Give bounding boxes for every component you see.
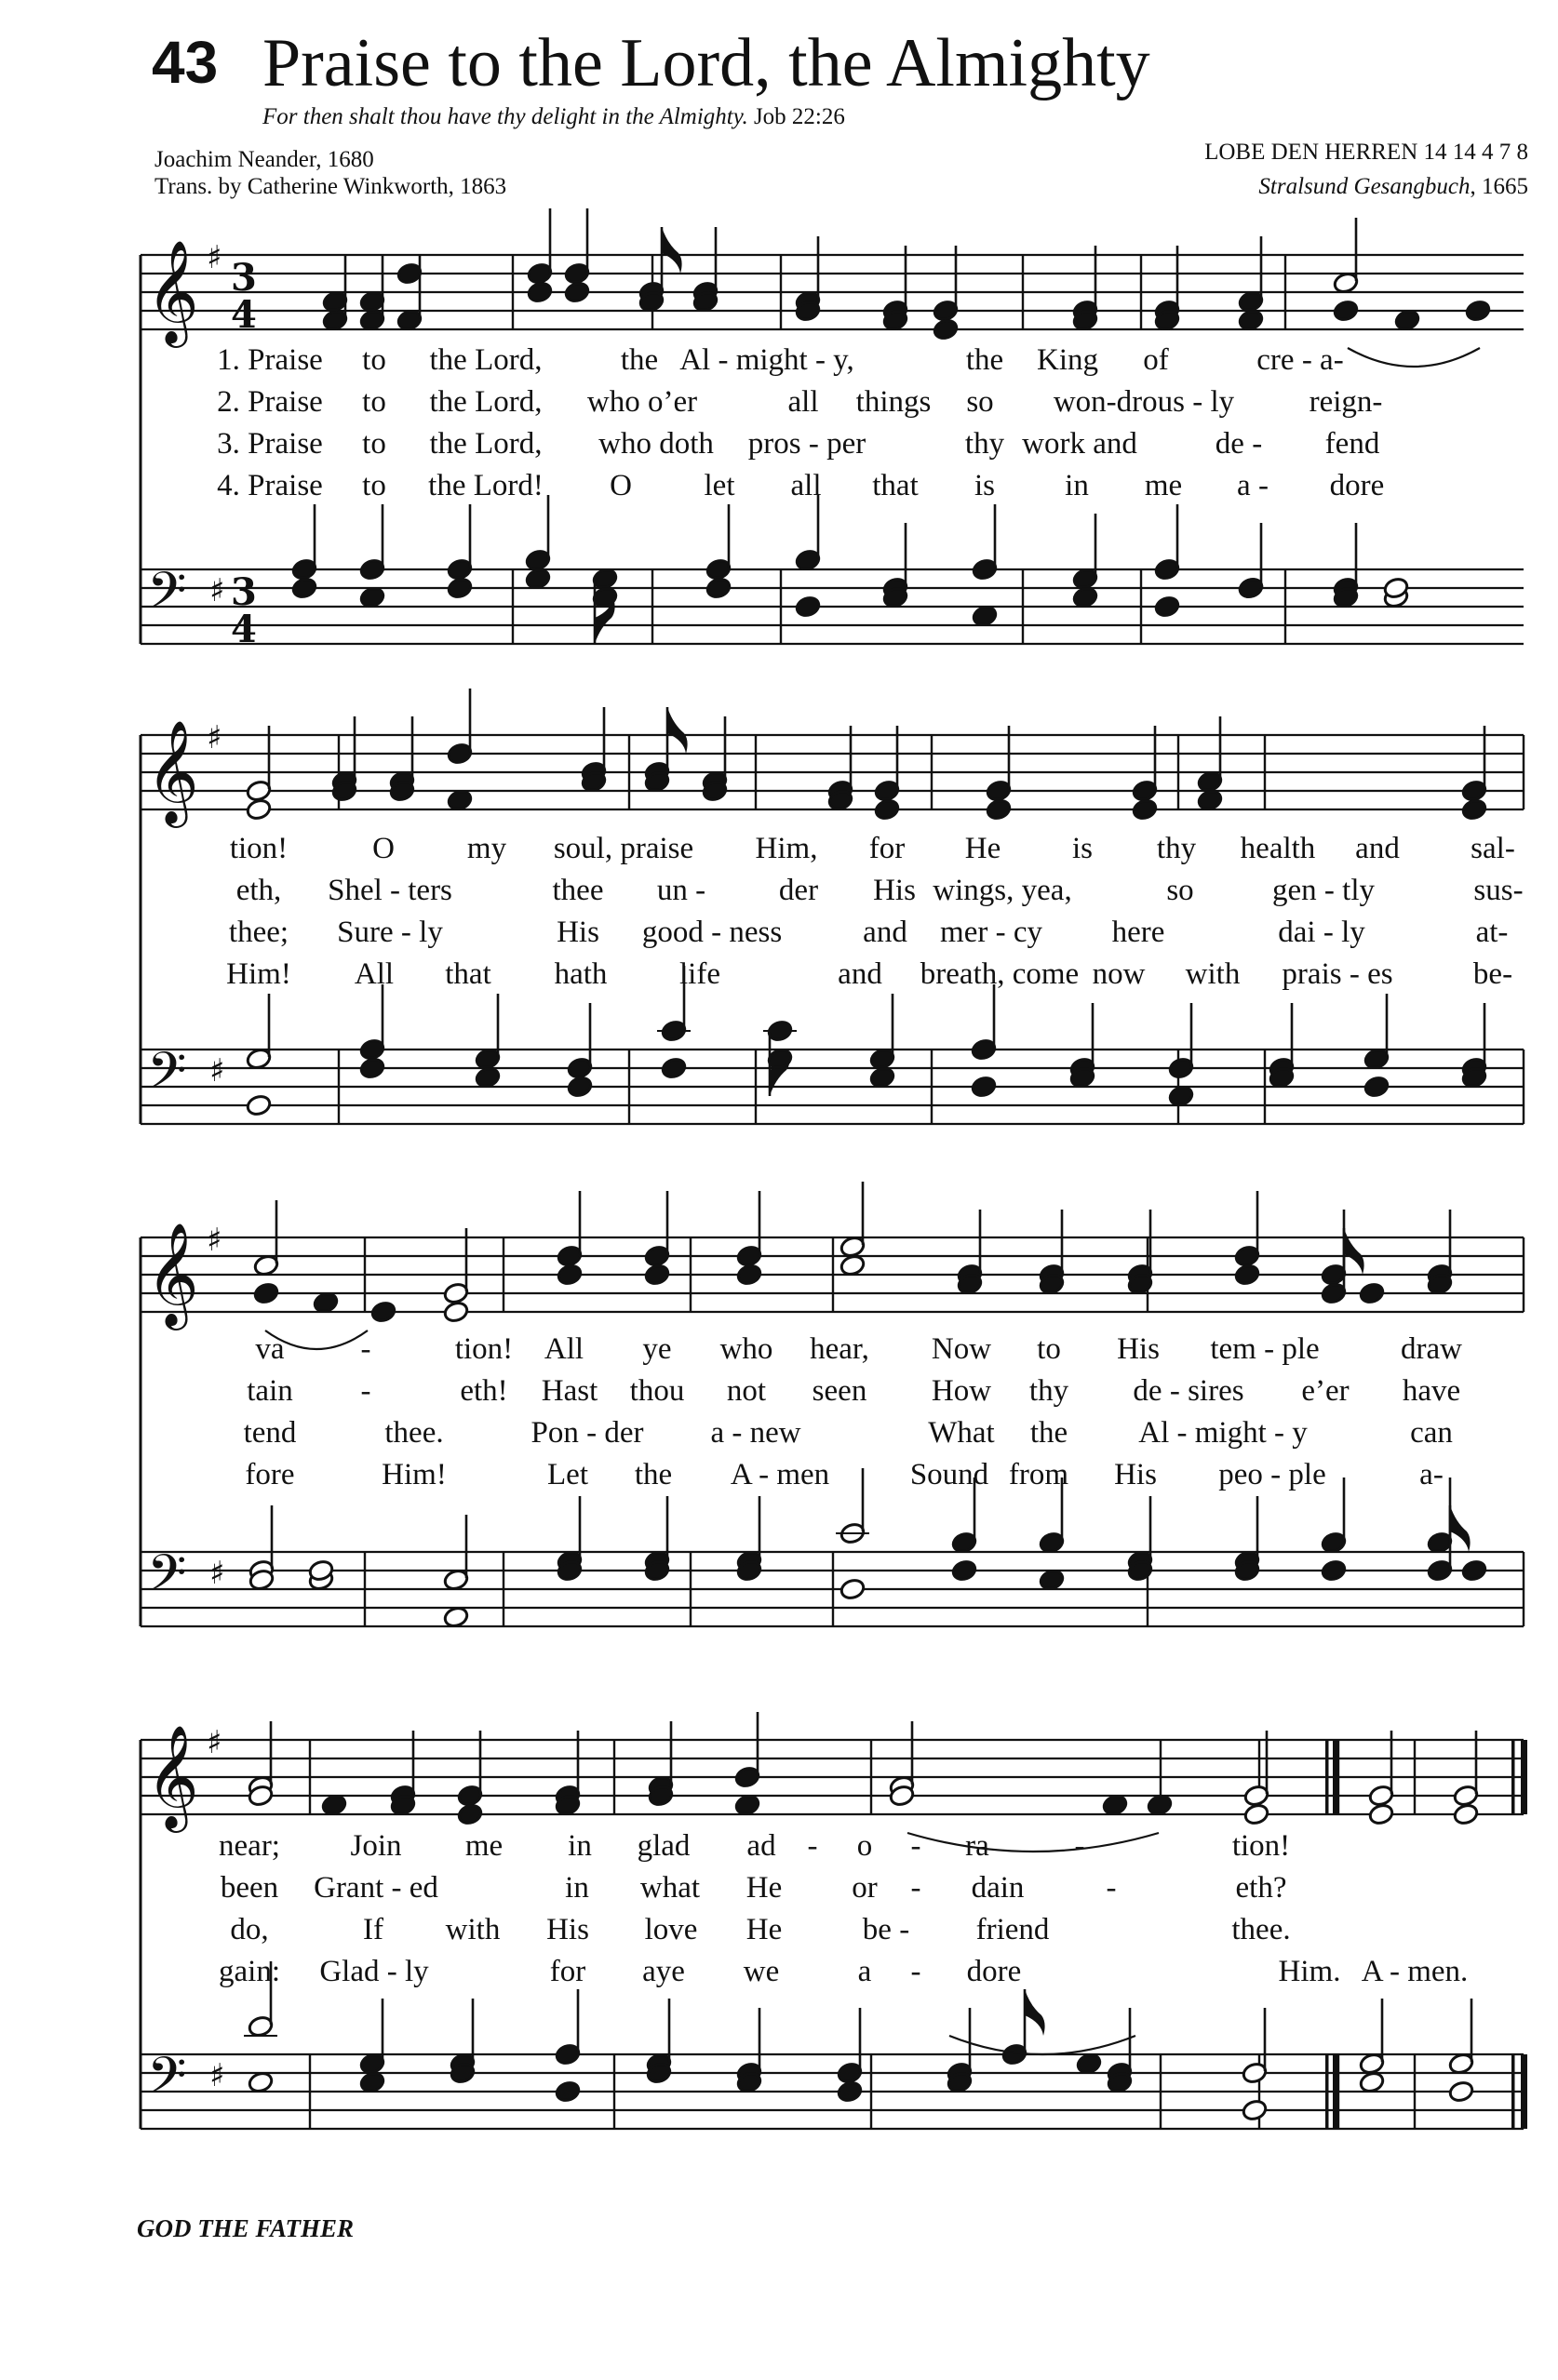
lyric-syllable: who bbox=[719, 1332, 773, 1366]
lyric-syllable: thee; bbox=[228, 916, 289, 949]
lyric-syllable: O bbox=[610, 469, 632, 502]
lyric-syllable: seen bbox=[812, 1374, 867, 1408]
notehead bbox=[1363, 1075, 1390, 1098]
lyric-syllable: been bbox=[220, 1871, 279, 1905]
lyric-syllable: life bbox=[679, 957, 720, 991]
lyric-syllable: do, bbox=[230, 1913, 269, 1946]
lyric-syllable: that bbox=[872, 469, 919, 502]
notehead bbox=[971, 1075, 998, 1098]
lyric-line bbox=[0, 872, 1558, 909]
lyric-syllable: a - new bbox=[710, 1416, 801, 1450]
time-signature: 4 bbox=[231, 293, 257, 337]
notehead bbox=[555, 2079, 582, 2103]
lyric-syllable: cre - a- bbox=[1256, 343, 1344, 377]
double-barline bbox=[1333, 1740, 1339, 1814]
lyric-syllable: peo - ple bbox=[1218, 1458, 1326, 1491]
lyric-syllable: good - ness bbox=[641, 916, 783, 949]
lyric-syllable: all bbox=[790, 469, 822, 502]
lyric-syllable: is bbox=[974, 469, 996, 502]
lyric-syllable: the bbox=[1029, 1416, 1068, 1450]
lyric-syllable: me bbox=[464, 1829, 504, 1863]
lyric-syllable: thy bbox=[1028, 1374, 1069, 1408]
notehead bbox=[359, 1056, 386, 1079]
lyric-syllable: that bbox=[445, 957, 491, 991]
lyric-syllable: tion! bbox=[454, 1332, 514, 1366]
lyric-syllable: and bbox=[838, 957, 882, 991]
notehead bbox=[1154, 595, 1181, 618]
notehead bbox=[557, 1263, 584, 1286]
lyric-syllable: the Lord! bbox=[428, 469, 544, 502]
note-flag bbox=[1450, 1505, 1471, 1552]
notehead bbox=[933, 317, 960, 341]
notehead bbox=[972, 604, 999, 627]
notehead bbox=[1321, 1558, 1348, 1582]
notehead bbox=[1132, 797, 1159, 821]
lyric-syllable: the Lord, bbox=[429, 343, 543, 377]
note-flag bbox=[1025, 1989, 1045, 2036]
lyric-syllable: the Lord, bbox=[429, 427, 543, 461]
bass-clef: 𝄢 bbox=[147, 1041, 187, 1113]
lyric-syllable: a- bbox=[1419, 1458, 1444, 1491]
lyric-syllable: let bbox=[704, 469, 735, 502]
notehead bbox=[567, 1075, 594, 1098]
lyric-syllable: aye bbox=[642, 1955, 685, 1988]
lyric-syllable: If bbox=[363, 1913, 383, 1946]
lyric-syllable: wings, yea, bbox=[933, 874, 1072, 907]
sharp-sign: ♯ bbox=[209, 1555, 225, 1592]
double-barline bbox=[1325, 1740, 1329, 1814]
notehead bbox=[1465, 299, 1492, 322]
lyric-syllable: so bbox=[966, 385, 994, 419]
lyric-line bbox=[0, 467, 1558, 504]
lyric-line bbox=[0, 425, 1558, 462]
lyric-syllable: the Lord, bbox=[429, 385, 543, 419]
lyric-syllable: things bbox=[855, 385, 932, 419]
lyric-syllable: O bbox=[372, 832, 395, 865]
notehead bbox=[447, 788, 474, 811]
lyric-syllable: with bbox=[445, 1913, 501, 1946]
lyric-syllable: for bbox=[868, 832, 906, 865]
lyric-syllable: 2. Praise bbox=[217, 385, 323, 419]
lyric-syllable: thy bbox=[1156, 832, 1197, 865]
lyric-syllable: eth? bbox=[1235, 1871, 1287, 1905]
notehead bbox=[1394, 308, 1421, 331]
notehead bbox=[475, 1065, 502, 1089]
lyric-syllable: 1. Praise bbox=[217, 343, 323, 377]
notehead bbox=[1147, 1793, 1174, 1816]
notehead bbox=[986, 797, 1013, 821]
notehead bbox=[447, 576, 474, 599]
lyric-syllable: the bbox=[620, 343, 659, 377]
lyric-syllable: health bbox=[1240, 832, 1316, 865]
notehead bbox=[443, 1605, 470, 1628]
treble-clef: 𝄞 bbox=[146, 1222, 199, 1326]
lyric-syllable: Let bbox=[547, 1458, 588, 1491]
lyric-syllable: what bbox=[639, 1871, 701, 1905]
notehead bbox=[1359, 2070, 1386, 2093]
lyric-syllable: o bbox=[856, 1829, 873, 1863]
lyric-syllable: reign- bbox=[1309, 385, 1383, 419]
section-footer: GOD THE FATHER bbox=[137, 2214, 355, 2242]
lyric-syllable: - bbox=[360, 1374, 371, 1408]
lyric-syllable: dore bbox=[966, 1955, 1022, 1988]
lyric-syllable: tend bbox=[243, 1416, 297, 1450]
lyric-syllable: Al - might - y, bbox=[679, 343, 854, 377]
notehead bbox=[839, 1577, 866, 1600]
lyric-syllable: or bbox=[852, 1871, 878, 1905]
lyric-syllable: friend bbox=[975, 1913, 1050, 1946]
epigraph-reference: Job 22:26 bbox=[753, 104, 845, 129]
sharp-sign: ♯ bbox=[209, 572, 225, 609]
author-credit: Joachim Neander, 1680 bbox=[154, 147, 374, 172]
lyric-syllable: here bbox=[1111, 916, 1165, 949]
lyric-syllable: Grant - ed bbox=[314, 1871, 438, 1905]
lyric-line bbox=[0, 1372, 1558, 1410]
lyric-syllable: won-drous - ly bbox=[1053, 385, 1235, 419]
lyric-syllable: Pon - der bbox=[531, 1416, 644, 1450]
lyric-syllable: gain: bbox=[219, 1955, 280, 1988]
notehead bbox=[1168, 1084, 1195, 1107]
lyric-syllable: is bbox=[1071, 832, 1094, 865]
notehead bbox=[736, 1263, 763, 1286]
lyric-syllable: to bbox=[1037, 1332, 1061, 1366]
lyric-syllable: mer - cy bbox=[940, 916, 1042, 949]
notehead bbox=[644, 1263, 671, 1286]
lyric-syllable: dain bbox=[971, 1871, 1025, 1905]
notehead bbox=[1242, 2098, 1269, 2121]
notehead bbox=[1072, 585, 1099, 608]
lyric-syllable: fore bbox=[245, 1458, 295, 1491]
lyric-syllable: - bbox=[807, 1829, 818, 1863]
lyric-syllable: to bbox=[362, 469, 386, 502]
lyric-syllable: de - sires bbox=[1133, 1374, 1244, 1408]
notehead bbox=[1238, 308, 1265, 331]
time-signature: 3 bbox=[231, 256, 257, 300]
lyric-syllable: His bbox=[1117, 1332, 1160, 1366]
double-barline bbox=[1325, 2054, 1329, 2129]
notehead bbox=[527, 280, 554, 303]
notehead bbox=[795, 595, 822, 618]
lyric-syllable: we bbox=[743, 1955, 780, 1988]
lyric-syllable: va bbox=[255, 1332, 285, 1366]
notehead bbox=[1453, 1802, 1480, 1825]
time-signature: 3 bbox=[231, 570, 257, 614]
lyric-syllable: hath bbox=[554, 957, 608, 991]
lyric-syllable: Al - might - y bbox=[1138, 1416, 1308, 1450]
lyric-syllable: draw bbox=[1401, 1332, 1462, 1366]
lyric-syllable: have bbox=[1402, 1374, 1461, 1408]
sharp-sign: ♯ bbox=[209, 1052, 225, 1090]
lyric-line bbox=[0, 956, 1558, 993]
lyric-syllable: e’er bbox=[1301, 1374, 1350, 1408]
lyric-syllable: eth! bbox=[460, 1374, 508, 1408]
notehead bbox=[1243, 1802, 1270, 1825]
lyric-syllable: to bbox=[362, 427, 386, 461]
lyric-line bbox=[0, 1330, 1558, 1368]
notehead bbox=[291, 576, 318, 599]
treble-clef: 𝄞 bbox=[146, 239, 199, 343]
double-barline bbox=[1333, 2054, 1339, 2129]
notehead bbox=[1197, 788, 1224, 811]
lyric-syllable: All bbox=[354, 957, 395, 991]
lyric-line bbox=[0, 1414, 1558, 1451]
lyric-syllable: thee bbox=[552, 874, 604, 907]
lyric-line bbox=[0, 1456, 1558, 1493]
notehead bbox=[1234, 1263, 1261, 1286]
lyric-syllable: breath, come bbox=[920, 957, 1080, 991]
lyric-syllable: His bbox=[1114, 1458, 1157, 1491]
lyric-syllable: gen - tly bbox=[1272, 874, 1375, 907]
lyric-syllable: and bbox=[1355, 832, 1400, 865]
lyric-syllable: now bbox=[1092, 957, 1146, 991]
lyric-syllable: - bbox=[910, 1955, 921, 1988]
lyric-line bbox=[0, 914, 1558, 951]
lyric-syllable: Him. bbox=[1278, 1955, 1341, 1988]
notehead bbox=[246, 797, 273, 821]
lyric-line bbox=[0, 1953, 1558, 1990]
lyric-syllable: prais - es bbox=[1282, 957, 1393, 991]
notehead bbox=[837, 2079, 864, 2103]
lyric-syllable: sal- bbox=[1471, 832, 1515, 865]
lyric-syllable: to bbox=[362, 385, 386, 419]
lyric-syllable: who doth bbox=[598, 427, 714, 461]
sharp-sign: ♯ bbox=[209, 2057, 225, 2094]
lyric-syllable: de - bbox=[1215, 427, 1263, 461]
lyric-line bbox=[0, 1827, 1558, 1865]
lyric-syllable: Glad - ly bbox=[319, 1955, 429, 1988]
lyric-syllable: glad bbox=[637, 1829, 691, 1863]
lyric-syllable: He bbox=[745, 1913, 783, 1946]
lyric-syllable: ye bbox=[642, 1332, 672, 1366]
lyric-syllable: - bbox=[910, 1871, 921, 1905]
sharp-sign: ♯ bbox=[207, 239, 222, 276]
tune-name: LOBE DEN HERREN 14 14 4 7 8 bbox=[1204, 140, 1528, 165]
notehead bbox=[1448, 2079, 1475, 2103]
lyric-syllable: tion! bbox=[229, 832, 289, 865]
lyric-syllable: dore bbox=[1329, 469, 1385, 502]
lyric-syllable: at- bbox=[1475, 916, 1509, 949]
lyric-syllable: thy bbox=[964, 427, 1005, 461]
lyric-line bbox=[0, 830, 1558, 867]
lyric-syllable: 3. Praise bbox=[217, 427, 323, 461]
bass-clef: 𝄢 bbox=[147, 2046, 187, 2118]
sharp-sign: ♯ bbox=[207, 719, 222, 756]
notehead bbox=[839, 1253, 866, 1277]
lyric-syllable: the bbox=[965, 343, 1004, 377]
lyric-syllable: all bbox=[787, 385, 819, 419]
tune-source-year: , 1665 bbox=[1470, 174, 1528, 199]
lyric-syllable: from bbox=[1008, 1458, 1069, 1491]
tune-source-name: Stralsund Gesangbuch bbox=[1258, 174, 1471, 199]
double-barline bbox=[1521, 1740, 1527, 1814]
notehead bbox=[734, 1793, 761, 1816]
notehead bbox=[705, 576, 732, 599]
lyric-syllable: who o’er bbox=[586, 385, 698, 419]
bass-clef: 𝄢 bbox=[147, 1544, 187, 1615]
lyric-syllable: love bbox=[644, 1913, 698, 1946]
note-flag bbox=[662, 227, 682, 274]
notehead bbox=[661, 1056, 688, 1079]
notehead bbox=[951, 1558, 978, 1582]
lyric-syllable: pros - per bbox=[747, 427, 866, 461]
lyric-syllable: - bbox=[1106, 1871, 1117, 1905]
lyric-syllable: near; bbox=[219, 1829, 280, 1863]
lyric-syllable: ra bbox=[965, 1829, 989, 1863]
hymn-number: 43 bbox=[152, 29, 219, 96]
lyric-syllable: How bbox=[931, 1374, 992, 1408]
notehead bbox=[564, 280, 591, 303]
lyric-syllable: me bbox=[1144, 469, 1183, 502]
lyric-syllable: not bbox=[726, 1374, 767, 1408]
notehead bbox=[313, 1290, 340, 1314]
lyric-syllable: - bbox=[910, 1829, 921, 1863]
lyric-syllable: Join bbox=[350, 1829, 402, 1863]
lyric-syllable: Sure - ly bbox=[337, 916, 443, 949]
lyric-syllable: Sound bbox=[909, 1458, 989, 1491]
notehead bbox=[248, 2070, 275, 2093]
lyric-syllable: thee. bbox=[384, 1416, 444, 1450]
notehead bbox=[869, 1065, 896, 1089]
lyric-line bbox=[0, 383, 1558, 421]
lyric-syllable: so bbox=[1166, 874, 1194, 907]
lyric-syllable: His bbox=[557, 916, 599, 949]
lyric-syllable: Now bbox=[931, 1332, 992, 1366]
lyric-syllable: thee. bbox=[1231, 1913, 1291, 1946]
notehead bbox=[1102, 1793, 1129, 1816]
lyric-syllable: and bbox=[863, 916, 907, 949]
lyric-syllable: of bbox=[1143, 343, 1169, 377]
notehead bbox=[457, 1802, 484, 1825]
lyric-syllable: be - bbox=[862, 1913, 910, 1946]
lyric-syllable: thou bbox=[629, 1374, 685, 1408]
lyric-syllable: in bbox=[568, 1829, 592, 1863]
notehead bbox=[443, 1300, 470, 1323]
lyric-syllable: sus- bbox=[1473, 874, 1524, 907]
lyric-syllable: He bbox=[745, 1871, 783, 1905]
notehead bbox=[321, 1793, 348, 1816]
lyric-syllable: A - men. bbox=[1361, 1955, 1469, 1988]
translator-credit: Trans. by Catherine Winkworth, 1863 bbox=[154, 174, 507, 199]
note-flag bbox=[1344, 1228, 1364, 1275]
lyric-syllable: Him, bbox=[755, 832, 818, 865]
lyric-syllable: His bbox=[546, 1913, 589, 1946]
notehead bbox=[359, 2070, 386, 2093]
time-signature: 4 bbox=[231, 608, 257, 651]
treble-clef: 𝄞 bbox=[146, 1724, 199, 1828]
lyric-syllable: work and bbox=[1022, 427, 1137, 461]
sharp-sign: ♯ bbox=[207, 1724, 222, 1761]
lyric-syllable: ad bbox=[746, 1829, 776, 1863]
lyric-syllable: hear, bbox=[810, 1332, 869, 1366]
lyric-syllable: Him! bbox=[226, 957, 291, 991]
notehead bbox=[1039, 1568, 1066, 1591]
lyric-syllable: A - men bbox=[730, 1458, 830, 1491]
notehead bbox=[874, 797, 901, 821]
lyric-syllable: soul, praise bbox=[553, 832, 694, 865]
lyric-syllable: His bbox=[873, 874, 916, 907]
notehead bbox=[1333, 299, 1360, 322]
notehead bbox=[525, 567, 552, 590]
lyric-syllable: tain bbox=[247, 1374, 293, 1408]
sharp-sign: ♯ bbox=[207, 1222, 222, 1259]
notehead bbox=[370, 1300, 397, 1323]
lyric-syllable: What bbox=[928, 1416, 995, 1450]
slur bbox=[949, 2036, 1135, 2054]
lyric-syllable: Shel - ters bbox=[328, 874, 452, 907]
note-flag bbox=[667, 707, 688, 754]
lyric-syllable: - bbox=[360, 1332, 371, 1366]
lyric-syllable: a bbox=[857, 1955, 872, 1988]
lyric-syllable: a - bbox=[1237, 469, 1269, 502]
lyric-syllable: Him! bbox=[382, 1458, 447, 1491]
notehead bbox=[1359, 1281, 1386, 1304]
lyric-syllable: tion! bbox=[1231, 1829, 1291, 1863]
lyric-syllable: the bbox=[634, 1458, 673, 1491]
double-barline bbox=[1511, 2054, 1515, 2129]
lyric-syllable: with bbox=[1185, 957, 1241, 991]
lyric-syllable: be- bbox=[1472, 957, 1513, 991]
lyric-syllable: dai - ly bbox=[1278, 916, 1365, 949]
notehead bbox=[1368, 1802, 1395, 1825]
lyric-syllable: fend bbox=[1324, 427, 1380, 461]
lyric-syllable: He bbox=[964, 832, 1001, 865]
lyric-syllable: - bbox=[1074, 1829, 1085, 1863]
lyric-syllable: in bbox=[1065, 469, 1089, 502]
double-barline bbox=[1511, 1740, 1515, 1814]
treble-clef: 𝄞 bbox=[146, 719, 199, 823]
lyric-syllable: King bbox=[1037, 343, 1098, 377]
lyric-syllable: in bbox=[565, 1871, 589, 1905]
notehead bbox=[253, 1281, 280, 1304]
lyric-syllable: my bbox=[466, 832, 507, 865]
notehead bbox=[1461, 797, 1488, 821]
lyric-syllable: un - bbox=[656, 874, 706, 907]
double-barline bbox=[1521, 2054, 1527, 2129]
hymn-title: Praise to the Lord, the Almighty bbox=[262, 25, 1150, 101]
epigraph-text: For then shalt thou have thy delight in the Almighty. bbox=[262, 104, 748, 129]
lyric-line bbox=[0, 341, 1558, 379]
lyric-syllable: Hast bbox=[541, 1374, 598, 1408]
notehead bbox=[1461, 1558, 1488, 1582]
lyric-syllable: All bbox=[544, 1332, 584, 1366]
lyric-line bbox=[0, 1869, 1558, 1906]
lyric-syllable: to bbox=[362, 343, 386, 377]
lyric-syllable: can bbox=[1410, 1416, 1453, 1450]
lyric-syllable: eth, bbox=[235, 874, 282, 907]
lyric-syllable: 4. Praise bbox=[217, 469, 323, 502]
notehead bbox=[1076, 2052, 1103, 2075]
notehead bbox=[246, 1093, 273, 1116]
bass-clef: 𝄢 bbox=[147, 561, 187, 633]
lyric-syllable: der bbox=[778, 874, 819, 907]
lyric-syllable: for bbox=[549, 1955, 586, 1988]
lyric-line bbox=[0, 1911, 1558, 1948]
notehead bbox=[359, 585, 386, 608]
lyric-syllable: tem - ple bbox=[1210, 1332, 1320, 1366]
